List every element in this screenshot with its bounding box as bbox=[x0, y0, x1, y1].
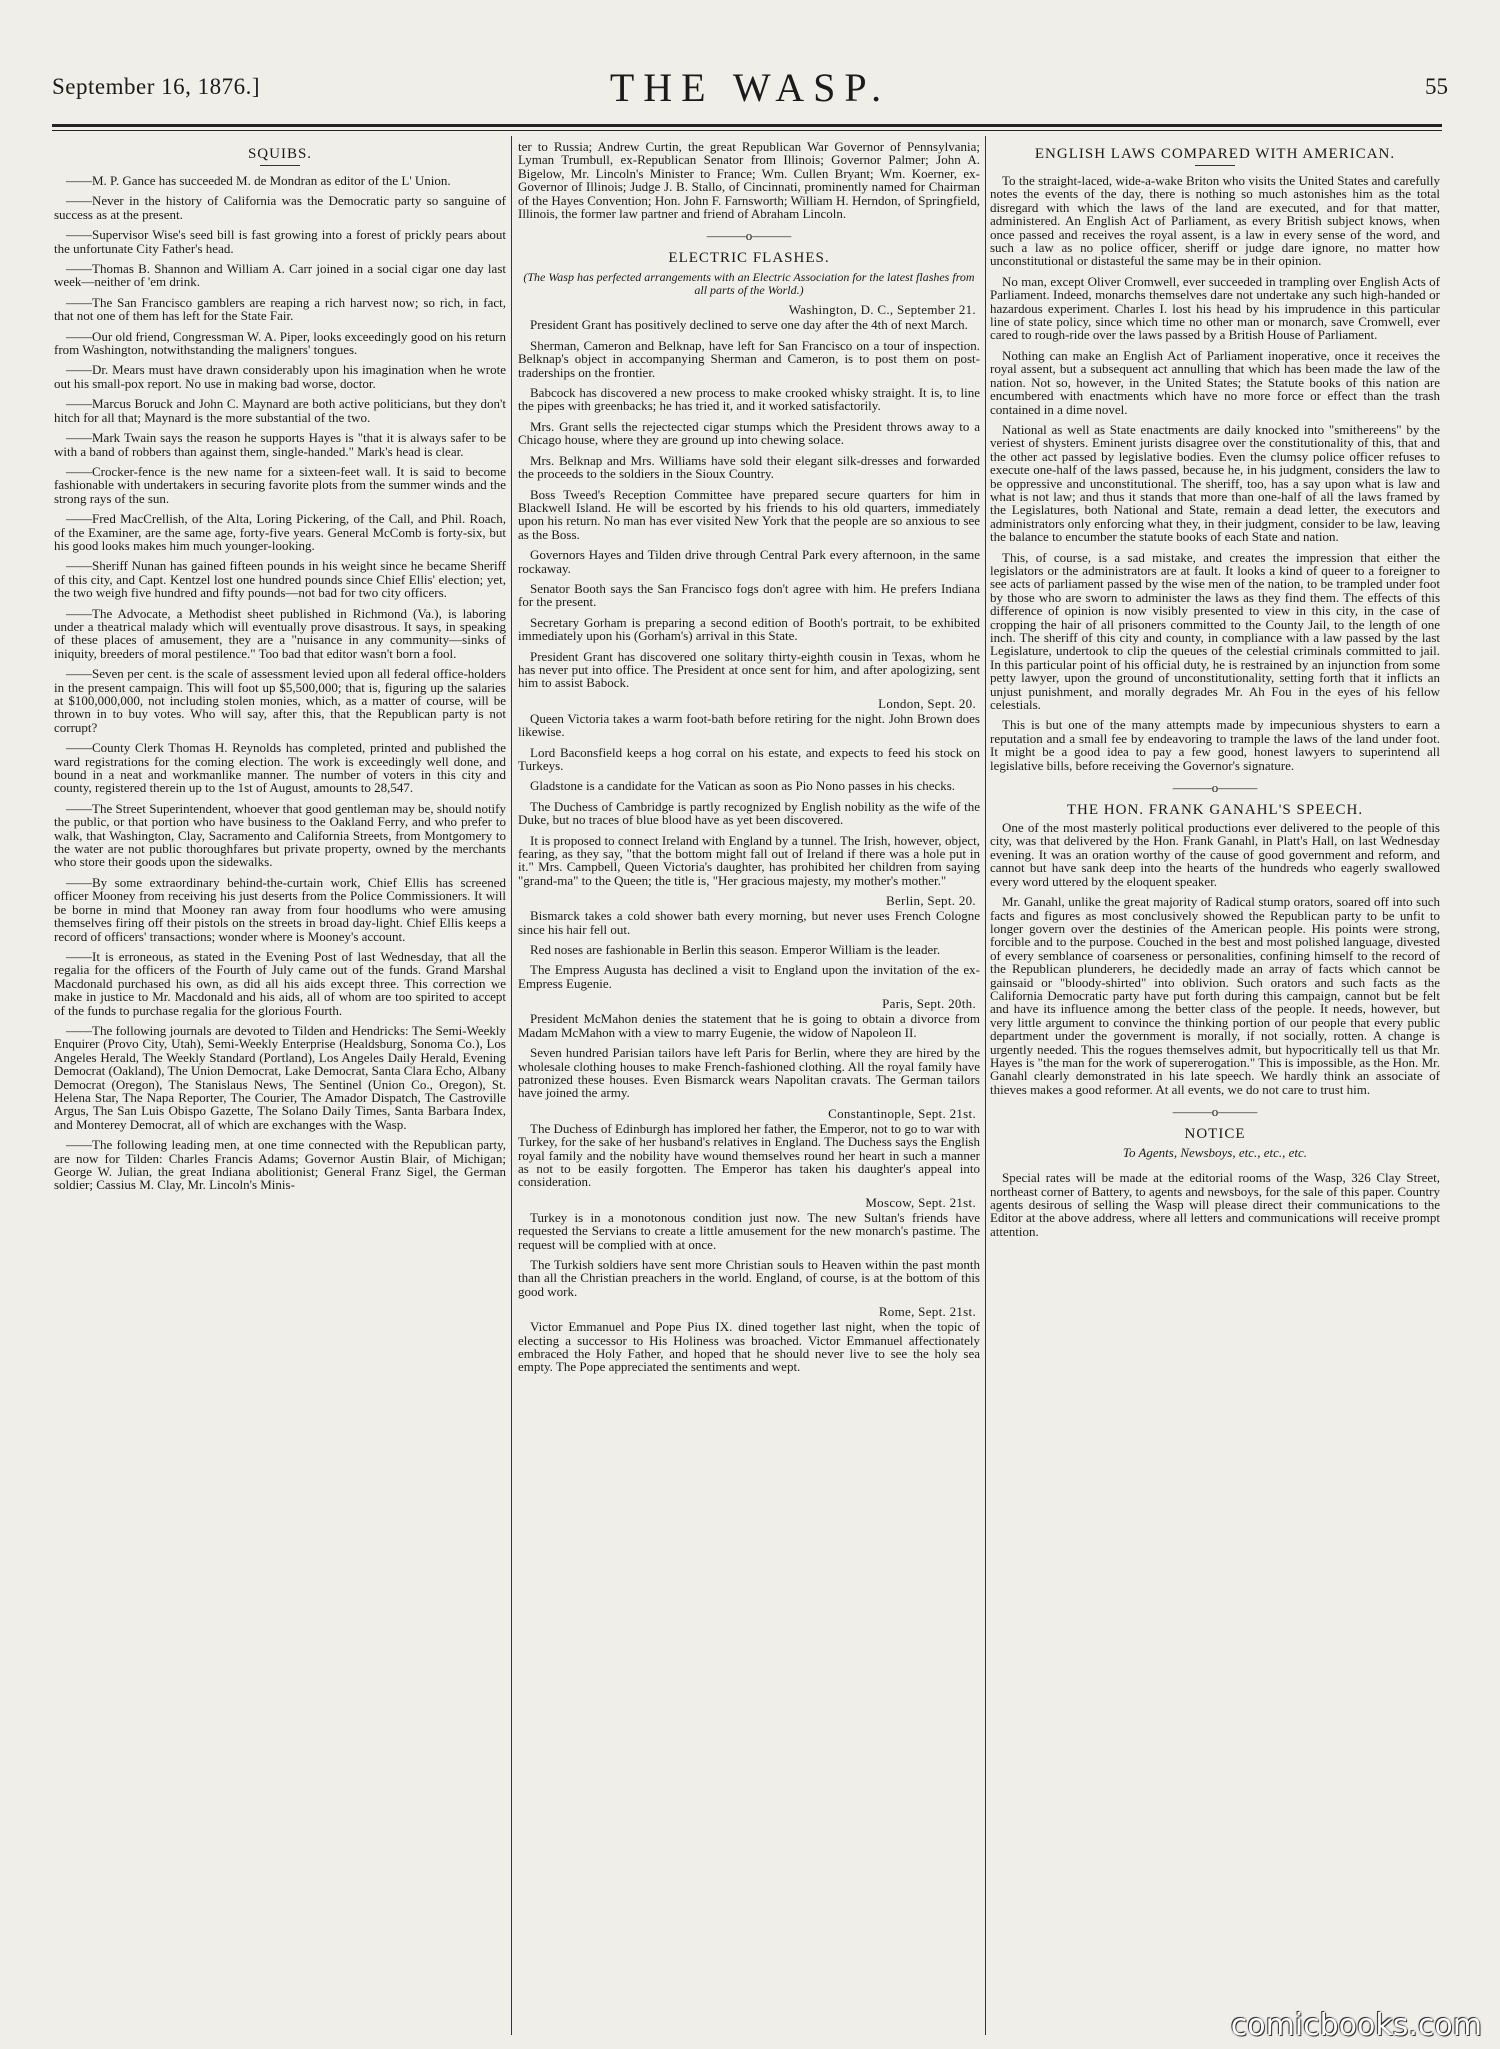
squib-item: ——Seven per cent. is the scale of assessment levied upon all federal office-holders in the present campaign. This will foot up $5,500,000; that is, figuring up the salaries at $100,000,000, not including stolen monies, which, as a matter of course, will be thrown in to buy votes. Who will say, after this, that the Republican party is not corrupt? bbox=[54, 666, 506, 735]
squib-item: ——County Clerk Thomas H. Reynolds has completed, printed and published the ward registrations for the coming election. The work is exceedingly well done, and bound in a neat and workmanlike manner. The number of voters in this city and county, registered therein up to the 1st of August, amounts to 28,547. bbox=[54, 740, 506, 796]
squib-item: ——It is erroneous, as stated in the Evening Post of last Wednesday, that all the regalia for the officers of the Fourth of July came out of the funds. Grand Marshal Macdonald purchased his own, as did all his aids except three. This correction we make in justice to Mr. Macdonald and his aids, all of whom are too spirited to accept of the funds to purchase regalia for the glorious Fourth. bbox=[54, 948, 506, 1018]
squib-list bbox=[54, 174, 506, 1192]
article-paragraph: This, of course, is a sad mistake, and creates the impression that either the legislators or the administrators are at fault. It looks a kind of queer to a foreigner to see acts of parliament passed by the wise men of the nation, to be trampled under foot by those who are sworn to administer the laws as they find them. The effects of this difference of opinion is now visibly presented to view in this city, in the case of cropping the hair of all prisoners committed to the County Jail, to the length of one inch. The sheriff of this city and county, in compliance with a law passed by the last Legislature, undertook to clip the queues of the celestial criminals committed to jail. In this particular point of his official duty, he is restrained by an injunction from some petty lawyer, upon the ground of unconstitutionality, setting forth that it inflicts an unjust punishment, and morally degrades Mr. Ah Fou in the eyes of his fellow celestials. bbox=[990, 549, 1440, 713]
dispatch-dateline: Washington, D. C., September 21. bbox=[788, 302, 976, 318]
dispatch-paragraph: Seven hundred Parisian tailors have left Paris for Berlin, where they are hired by the wholesale clothing houses to make French-fashioned clothing. All the royal family have patronized these houses. Even Bismarck wears Napolitan cravats. The German tailors have joined the army. bbox=[518, 1045, 980, 1101]
article-paragraph: Nothing can make an English Act of Parliament inoperative, once it receives the royal assent, but a subsequent act annulling that which has been made the law of the nation. Not so, however, in the United States; the Statute books of this nation are encumbered with enactments which have no more force or effect than the trash contained in a dime novel. bbox=[990, 347, 1440, 417]
article-paragraph: No man, except Oliver Cromwell, ever succeeded in trampling over English Acts of Parliament. Indeed, monarchs themselves dare not undertake any such high-handed or hazardous experiment. Charles I. lost his head by his imprudence in this particular line of state policy, since which time no other man or monarch, save Cromwell, ever cared to rough-ride over the laws passed by a British House of Parliament. bbox=[990, 273, 1440, 343]
dispatch-paragraph: Mrs. Grant sells the rejectected cigar stumps which the President throws away to a Chicago house, where they are ground up into chewing solace. bbox=[518, 418, 980, 448]
dispatch-paragraph: Governors Hayes and Tilden drive through Central Park every afternoon, in the same rockaway. bbox=[518, 547, 980, 576]
dispatch-paragraph: The Empress Augusta has declined a visit to England upon the invitation of the ex-Empress Eugenie. bbox=[518, 962, 980, 991]
section-heading-squibs: SQUIBS. bbox=[247, 146, 313, 162]
squib-item: ——M. P. Gance has succeeded M. de Mondran as editor of the L' Union. bbox=[66, 173, 451, 188]
dispatch-paragraph: Gladstone is a candidate for the Vatican as soon as Pio Nono passes in his checks. bbox=[530, 778, 956, 794]
squib-item: ——Supervisor Wise's seed bill is fast growing into a forest of prickly pears about the unfortunate City Father's head. bbox=[54, 227, 506, 256]
dispatch-dateline: Moscow, Sept. 21st. bbox=[865, 1194, 976, 1210]
section-separator: ———o——— bbox=[1172, 780, 1258, 796]
dispatch-paragraph: Bismarck takes a cold shower bath every morning, but never uses French Cologne since his hair fell out. bbox=[518, 908, 980, 937]
column-divider bbox=[985, 136, 986, 2035]
dispatch-dateline: Berlin, Sept. 20. bbox=[886, 893, 976, 909]
header-rule-thin bbox=[52, 130, 1442, 131]
dispatch-paragraph: Secretary Gorham is preparing a second edition of Booth's portrait, to be exhibited immediately upon his (Gorham's) arrival in this State. bbox=[518, 614, 980, 644]
dispatch-paragraph: The Duchess of Cambridge is partly recognized by English nobility as the wife of the Duke, but no traces of blue blood have as yet been discovered. bbox=[518, 798, 980, 828]
dispatch-paragraph: Mrs. Belknap and Mrs. Williams have sold their elegant silk-dresses and forwarded the proceeds to the soldiers in the Sioux Country. bbox=[518, 452, 980, 482]
heading-rule bbox=[1195, 165, 1235, 166]
squib-item: ——The Street Superintendent, whoever that good gentleman may be, should notify the public, or that portion who have business to the Oakland Ferry, and who prefer to walk, that Washington, Clay, Sacramento and California Streets, from Montgomery to the water are not public thoroughfares but private property, owned by the merchants who store their goods upon the sidewalks. bbox=[54, 800, 506, 870]
dispatch-paragraph: President Grant has positively declined to serve one day after the 4th of next March. bbox=[530, 317, 968, 333]
dispatch-dateline: Constantinople, Sept. 21st. bbox=[828, 1105, 976, 1121]
dispatch-paragraph: President McMahon denies the statement that he is going to obtain a divorce from Madam McMahon with a view to marry Eugenie, the widow of Napoleon II. bbox=[518, 1011, 980, 1040]
article-paragraph: One of the most masterly political productions ever delivered to the people of this city, was that delivered by the Hon. Frank Ganahl, in Platt's Hall, on last Wednesday evening. It was an oration worthy of the cause of good government and reform, and cannot but have sank deep into the hearts of the hundreds who eagerly swallowed every word uttered by the eloquent speaker. bbox=[990, 820, 1440, 889]
dispatch-paragraph: Queen Victoria takes a warm foot-bath before retiring for the night. John Brown does likewise. bbox=[518, 710, 980, 740]
dispatch-paragraph: Senator Booth says the San Francisco fogs don't agree with him. He prefers Indiana for the present. bbox=[518, 580, 980, 610]
squib-item: ——Our old friend, Congressman W. A. Piper, looks exceedingly good on his return from Washington, notwithstanding the maligners' tongues. bbox=[54, 328, 506, 358]
column-editorials bbox=[990, 140, 1440, 2037]
dispatch-dateline: London, Sept. 20. bbox=[878, 695, 976, 711]
notice-paragraph: Special rates will be made at the editorial rooms of the Wasp, 326 Clay Street, northeast corner of Battery, to agents and newsboys, for the sale of this paper. Country agents desirous of selling the Wasp will please direct their communications to the Editor at the above address, where all letters and communications will receive prompt attention. bbox=[990, 1170, 1440, 1239]
issue-date: September 16, 1876.] bbox=[52, 74, 261, 99]
header-rule bbox=[52, 124, 1442, 127]
squib-item: ——By some extraordinary behind-the-curtain work, Chief Ellis has screened officer Mooney from receiving his just deserts from the Police Commissioners. It will be borne in mind that Mooney ran away from four hoodlums who were amusing themselves firing off their pistols on the streets in broad day-light. Chief Ellis keeps a record of officers' transactions; wonder where is Mooney's account. bbox=[54, 874, 506, 944]
squib-item: ——Thomas B. Shannon and William A. Carr joined in a social cigar one day last week—neither of 'em drink. bbox=[54, 261, 506, 290]
section-heading-notice: NOTICE bbox=[1184, 1126, 1246, 1143]
site-watermark: comicbooks.com bbox=[1230, 2008, 1482, 2043]
dispatch-paragraph: Red noses are fashionable in Berlin this season. Emperor William is the leader. bbox=[530, 942, 941, 958]
dispatch-paragraph: Victor Emmanuel and Pope Pius IX. dined together last night, when the topic of electing a successor to His Holiness was broached. Victor Emmanuel affectionately embraced the Holy Father, and hoped that he should never live to see the holy sea empty. The Pope appreciated the sentiments and wept. bbox=[518, 1319, 980, 1375]
page-number: 55 bbox=[1425, 74, 1448, 99]
column-electric-flashes bbox=[518, 140, 980, 2037]
dispatch-paragraph: Lord Baconsfield keeps a hog corral on his estate, and expects to feed his stock on Turkeys. bbox=[518, 744, 980, 773]
dispatch-paragraph: It is proposed to connect Ireland with England by a tunnel. The Irish, however, object, fearing, as they say, "that the bottom might fall out of Ireland if there was a hole put in it." Mrs. Campbell, Queen Victoria's daughter, has prohibited her children from saying "grand-ma" to the Queen; the title is, "Her gracious majesty, my mother's mother." bbox=[518, 832, 980, 888]
section-intro: (The Wasp has perfected arrangements with an Electric Association for the latest flashes from all parts of the World.) bbox=[523, 270, 975, 298]
heading-rule bbox=[260, 165, 300, 166]
dispatch-paragraph: President Grant has discovered one solitary thirty-eighth cousin in Texas, whom he has never put into office. The President at once sent for him, and after apologizing, sent him to assist Babock. bbox=[518, 648, 980, 691]
squib-item: ——Dr. Mears must have drawn considerably upon his imagination when he wrote out his small-pox report. No use in making bad worse, doctor. bbox=[54, 362, 506, 391]
notice-subheading: To Agents, Newsboys, etc., etc., etc. bbox=[1122, 1145, 1308, 1161]
squib-item: ——Sheriff Nunan has gained fifteen pounds in his weight since he became Sheriff of this city, and Capt. Kentzel lost one hundred pounds since Chief Ellis' election; yet, the two weigh five hundred and fifty pounds—not bad for two city officers. bbox=[54, 558, 506, 601]
dispatch-dateline: Rome, Sept. 21st. bbox=[878, 1304, 976, 1320]
section-heading-electric-flashes: ELECTRIC FLASHES. bbox=[668, 250, 830, 267]
column-divider bbox=[511, 136, 512, 2035]
section-heading-ganahl-speech: THE HON. FRANK GANAHL'S SPEECH. bbox=[1066, 802, 1364, 819]
masthead bbox=[52, 64, 1448, 124]
section-separator: ———o——— bbox=[706, 228, 792, 244]
squib-item: ——The San Francisco gamblers are reaping a rich harvest now; so rich, in fact, that not one of them has left for the State Fair. bbox=[54, 294, 506, 324]
article-paragraph: National as well as State enactments are daily knocked into "smithereens" by the veriest of shysters. Eminent jurists disagree over the constitutionality of this, that and the other act passed by legislative bodies. Even the clumsy police officer refuses to execute one-half of the laws passed, because he, in his judgment, considers the law to be oppressive and unconstitutional. The sheriff, too, has a say upon what is law and what is not law; and thus it stands that more than one-half of all the laws framed by the Legislatures, both National and State, remain a dead letter, the executors and administrators only enforcing what they, in their judgment, consider to be law, leaving the balance to encumber the statute books of each State and nation. bbox=[990, 421, 1440, 545]
dispatch-paragraph: Turkey is in a monotonous condition just now. The new Sultan's friends have requested the Servians to create a little amusement for the new monarch's pastime. The request will be complied with at once. bbox=[518, 1209, 980, 1252]
squib-item: ——Never in the history of California was the Democratic party so sanguine of success as at the present. bbox=[54, 193, 506, 222]
continued-text: ter to Russia; Andrew Curtin, the great Republican War Governor of Pennsylvania; Lyman Trumbull, ex-Republican Senator from Illinois; Governor Palmer; John A. Bigelow, Mr. Lincoln's Minister to France; Wm. Cullen Bryant; Wm. Koerner, ex-Governor of Illinois; Judge J. B. Stallo, of Cincinnati, prominently named for Chairman of the Hayes Convention; Hon. John F. Farnsworth; William H. Herndon, of Springfield, Illinois, the former law partner and friend of Abraham Lincoln. bbox=[518, 140, 980, 222]
squib-item: ——The following leading men, at one time connected with the Republican party, are now for Tilden: Charles Francis Adams; Governor Austin Blair, of Michigan; George W. Julian, the great Indiana abolitionist; General Franz Sigel, the German soldier; Cassius M. Clay, Mr. Lincoln's Minis- bbox=[54, 1137, 506, 1193]
squib-item: ——The following journals are devoted to Tilden and Hendricks: The Semi-Weekly Enquirer (Provo City, Utah), Semi-Weekly Enterprise (Healdsburg, Sonoma Co.), Los Angeles Herald, The Weekly Standard (Portland), Los Angeles Daily Herald, Evening Democrat (Oakland), The Union Democrat, Lake Democrat, Santa Clara Echo, Albany Democrat (Oregon), The Stanislaus News, The Sentinel (Union Co., Oregon), St. Helena Star, The Napa Reporter, The Courier, The Amador Dispatch, The Castroville Argus, The San Luis Obispo Gazette, The Solano Daily Times, Santa Barbara Index, and Monterey Democrat, all of which are exchanges with the Wasp. bbox=[54, 1022, 506, 1132]
squib-item: ——Fred MacCrellish, of the Alta, Loring Pickering, of the Call, and Phil. Roach, of the Examiner, are the same age, forty-five years. General McComb is forty-six, but his good looks makes him much younger-looking. bbox=[54, 511, 506, 553]
dispatch-paragraph: Boss Tweed's Reception Committee have prepared secure quarters for him in Blackwell Island. He will be escorted by his friends to his old quarters, immediately upon his return. No man has ever visited New York that the people are so anxious to see as the Boss. bbox=[518, 486, 980, 542]
article-paragraph: This is but one of the many attempts made by impecunious shysters to earn a reputation and a small fee by endeavoring to trample the laws of the land under foot. It might be a good idea to pay a few good, honest lawyers to superintend all legislative bills, before receiving the Governor's signature. bbox=[990, 717, 1440, 773]
dispatch-dateline: Paris, Sept. 20th. bbox=[882, 996, 976, 1012]
article-paragraph: To the straight-laced, wide-a-wake Briton who visits the United States and carefully notes the events of the day, there is nothing so much astonishes him as the total disregard with which the laws of the land are executed, and for that matter, administered. An English Act of Parliament, as every British subject knows, when once passed and receives the royal assent, is a law in every sense of the word, and such a law as no police officer, sheriff or judge dare ignore, no matter how unconstitutional or distasteful the same may be in their opinion. bbox=[990, 173, 1440, 269]
dispatch-paragraph: The Turkish soldiers have sent more Christian souls to Heaven within the past month than all the Christian preachers in the world. England, of course, is at the bottom of this good work. bbox=[518, 1256, 980, 1299]
squib-item: ——The Advocate, a Methodist sheet published in Richmond (Va.), is laboring under a theatrical malady which will eventually prove disastrous. It says, in speaking of these places of amusement, they are a "nuisance in any community—sinks of iniquity, breeders of moral pestilence." Too bad that editor wasn't born a fool. bbox=[54, 605, 506, 661]
squib-item: ——Mark Twain says the reason he supports Hayes is "that it is always safer to be with a band of robbers than against them, single-handed." Mark's head is clear. bbox=[54, 430, 506, 459]
newspaper-title: THE WASP. bbox=[609, 65, 891, 110]
dispatch-paragraph: Sherman, Cameron and Belknap, have left for San Francisco on a tour of inspection. Belknap's object in accompanying Sherman and Cameron, is to post them on post-traderships on the frontier. bbox=[518, 337, 980, 380]
squib-item: ——Marcus Boruck and John C. Maynard are both active politicians, but they don't hitch for all that; Maynard is the more substantial of the two. bbox=[54, 396, 506, 425]
article-paragraph: Mr. Ganahl, unlike the great majority of Radical stump orators, soared off into such facts and figures as most conclusively showed the Republican party to be unfit to longer govern over the destinies of the American people. His points were strong, forcible and to the purpose. Couched in the best and most polished language, divested of every semblance of coarseness or personalities, confining himself to the record of the Republican plunderers, he decidedly made an array of facts which cannot be gainsaid or "bloody-shirted" into oblivion. Such orators and such facts as the California Democratic party have put forth during this campaign, cannot but be felt and have its influence among the better class of the people. It needs, however, but very little argument to convince the thinking portion of our people that every public department under the government is morally, if not socially, rotten. A change is urgently needed. This the rogues themselves admit, but hypocritically tell us that Mr. Hayes is "the man for the work of supererogation." This is impossible, as the Hon. Mr. Ganahl clearly demonstrated in his late speech. We hardly think an associate of thieves makes a good reformer. At all events, we do not care to trust him. bbox=[990, 894, 1440, 1097]
dispatch-list bbox=[518, 303, 980, 1373]
squib-item: ——Crocker-fence is the new name for a sixteen-feet wall. It is said to become fashionable with undertakers in securing favorite plots from the summer winds and the strong rays of the sun. bbox=[54, 463, 506, 506]
section-heading-english-laws: ENGLISH LAWS COMPARED WITH AMERICAN. bbox=[1034, 146, 1396, 162]
section-separator: ———o——— bbox=[1172, 1104, 1258, 1120]
column-squibs bbox=[54, 140, 506, 2037]
dispatch-paragraph: The Duchess of Edinburgh has implored her father, the Emperor, not to go to war with Turkey, for the sake of her husband's relatives in England. The Duchess says the English royal family and the nobility have wound themselves round her heart in such a manner as not to be easily forgotten. The Emperor has taken his daughter's appeal into consideration. bbox=[518, 1120, 980, 1190]
dispatch-paragraph: Babcock has discovered a new process to make crooked whisky straight. It is, to line the pipes with greenbacks; he has tried it, and it worked satisfactorily. bbox=[518, 385, 980, 414]
